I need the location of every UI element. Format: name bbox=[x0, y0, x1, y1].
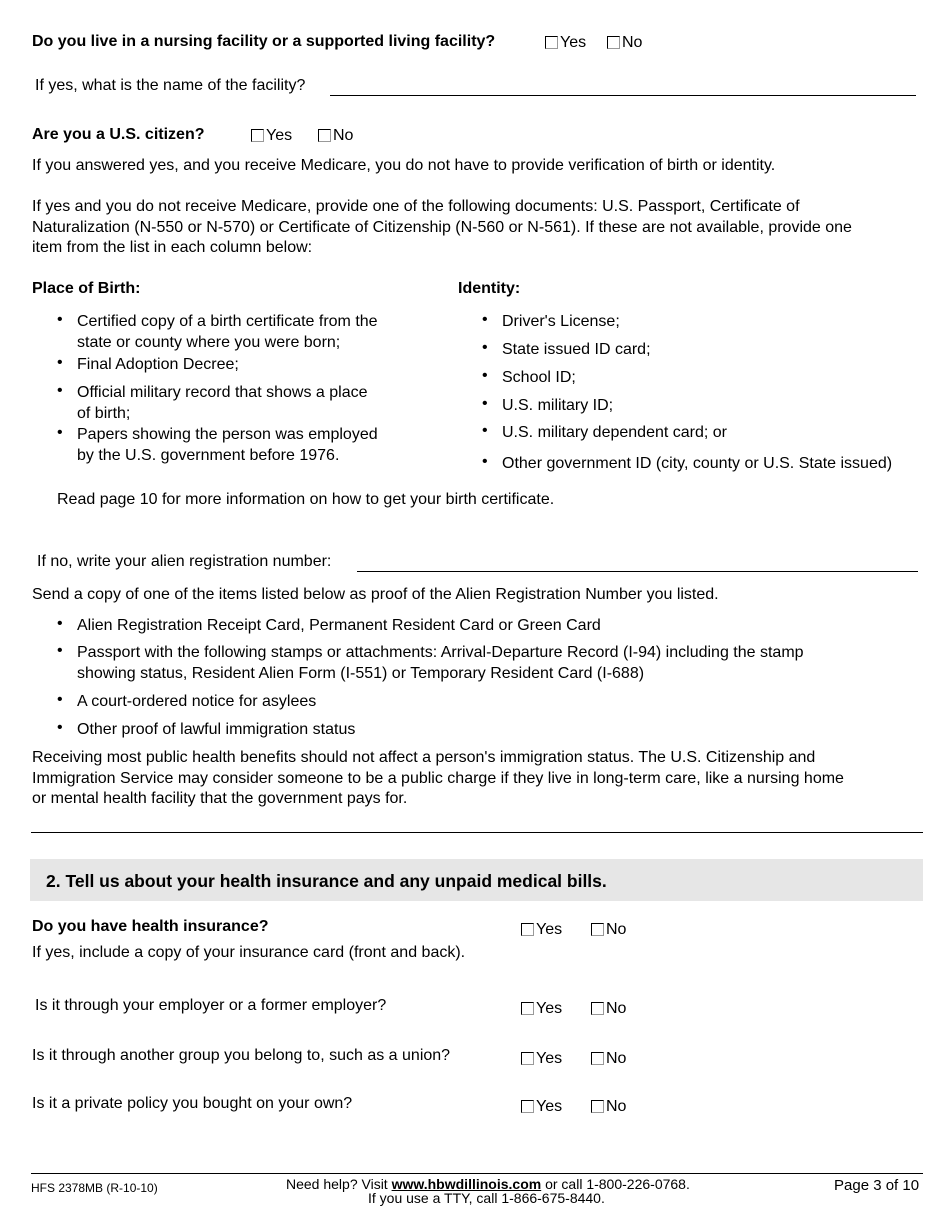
place-of-birth-heading: Place of Birth: bbox=[32, 280, 141, 297]
alien-proof-intro: Send a copy of one of the items listed below as proof of the Alien Registration Number you listed. bbox=[32, 586, 719, 603]
citizen-docs-line-3: item from the list in each column below: bbox=[32, 239, 313, 256]
group-yes-option[interactable]: Yes bbox=[521, 1050, 562, 1068]
nursing-yes-option[interactable]: Yes bbox=[545, 34, 586, 52]
insurance-yes-checkbox[interactable] bbox=[521, 923, 534, 936]
identity-heading: Identity: bbox=[458, 280, 521, 297]
footer-divider bbox=[31, 1173, 923, 1174]
page-number: Page 3 of 10 bbox=[834, 1177, 920, 1194]
group-yes-checkbox[interactable] bbox=[521, 1052, 534, 1065]
insurance-no-option[interactable]: No bbox=[591, 921, 626, 939]
citizen-yes-option[interactable]: Yes bbox=[251, 127, 292, 145]
insurance-no-checkbox[interactable] bbox=[591, 923, 604, 936]
citizen-question: Are you a U.S. citizen? bbox=[32, 126, 205, 143]
immigration-note-line-1: Receiving most public health benefits should not affect a person's immigration status. The U.S. Citizenship and bbox=[32, 749, 816, 766]
citizen-docs-line-2: Naturalization (N-550 or N-570) or Certificate of Citizenship (N-560 or N-561). If these are not available, provide one bbox=[32, 219, 852, 236]
employer-yes-option[interactable]: Yes bbox=[521, 1000, 562, 1018]
employer-question: Is it through your employer or a former employer? bbox=[35, 997, 387, 1014]
medicare-note: If you answered yes, and you receive Medicare, you do not have to provide verification of birth or identity. bbox=[32, 157, 776, 174]
insurance-question: Do you have health insurance? bbox=[32, 918, 269, 935]
section-2-header bbox=[30, 859, 923, 901]
section-2-title: 2. Tell us about your health insurance and any unpaid medical bills. bbox=[46, 871, 607, 891]
alien-registration-label: If no, write your alien registration number: bbox=[37, 553, 332, 570]
employer-yes-checkbox[interactable] bbox=[521, 1002, 534, 1015]
private-yes-option[interactable]: Yes bbox=[521, 1098, 562, 1116]
alien-registration-field[interactable] bbox=[357, 571, 918, 572]
citizen-no-checkbox[interactable] bbox=[318, 129, 331, 142]
section-divider bbox=[31, 832, 923, 833]
nursing-yes-checkbox[interactable] bbox=[545, 36, 558, 49]
help-website-link[interactable]: www.hbwdillinois.com bbox=[391, 1176, 542, 1192]
form-id: HFS 2378MB (R-10-10) bbox=[31, 1181, 158, 1195]
immigration-note-line-2: Immigration Service may consider someone to be a public charge if they live in long-term care, like a nursing home bbox=[32, 770, 844, 787]
birth-certificate-note: Read page 10 for more information on how to get your birth certificate. bbox=[57, 491, 555, 508]
group-no-checkbox[interactable] bbox=[591, 1052, 604, 1065]
citizen-docs-line-1: If yes and you do not receive Medicare, provide one of the following documents: U.S. Passport, Certificate of bbox=[32, 198, 800, 215]
help-line: Need help? Visit www.hbwdillinois.com or call 1-800-226-0768. bbox=[286, 1176, 690, 1192]
private-yes-checkbox[interactable] bbox=[521, 1100, 534, 1113]
insurance-note: If yes, include a copy of your insurance card (front and back). bbox=[32, 944, 466, 961]
immigration-note-line-3: or mental health facility that the government pays for. bbox=[32, 790, 408, 807]
private-no-checkbox[interactable] bbox=[591, 1100, 604, 1113]
group-question: Is it through another group you belong to, such as a union? bbox=[32, 1047, 451, 1064]
private-no-option[interactable]: No bbox=[591, 1098, 626, 1116]
nursing-facility-question: Do you live in a nursing facility or a supported living facility? bbox=[32, 33, 496, 50]
employer-no-checkbox[interactable] bbox=[591, 1002, 604, 1015]
nursing-no-option[interactable]: No bbox=[607, 34, 642, 52]
employer-no-option[interactable]: No bbox=[591, 1000, 626, 1018]
tty-line: If you use a TTY, call 1-866-675-8440. bbox=[368, 1190, 605, 1206]
citizen-yes-checkbox[interactable] bbox=[251, 129, 264, 142]
insurance-yes-option[interactable]: Yes bbox=[521, 921, 562, 939]
facility-name-label: If yes, what is the name of the facility? bbox=[35, 77, 306, 94]
citizen-no-option[interactable]: No bbox=[318, 127, 353, 145]
private-policy-question: Is it a private policy you bought on your own? bbox=[32, 1095, 353, 1112]
nursing-no-checkbox[interactable] bbox=[607, 36, 620, 49]
group-no-option[interactable]: No bbox=[591, 1050, 626, 1068]
facility-name-field[interactable] bbox=[330, 95, 916, 96]
